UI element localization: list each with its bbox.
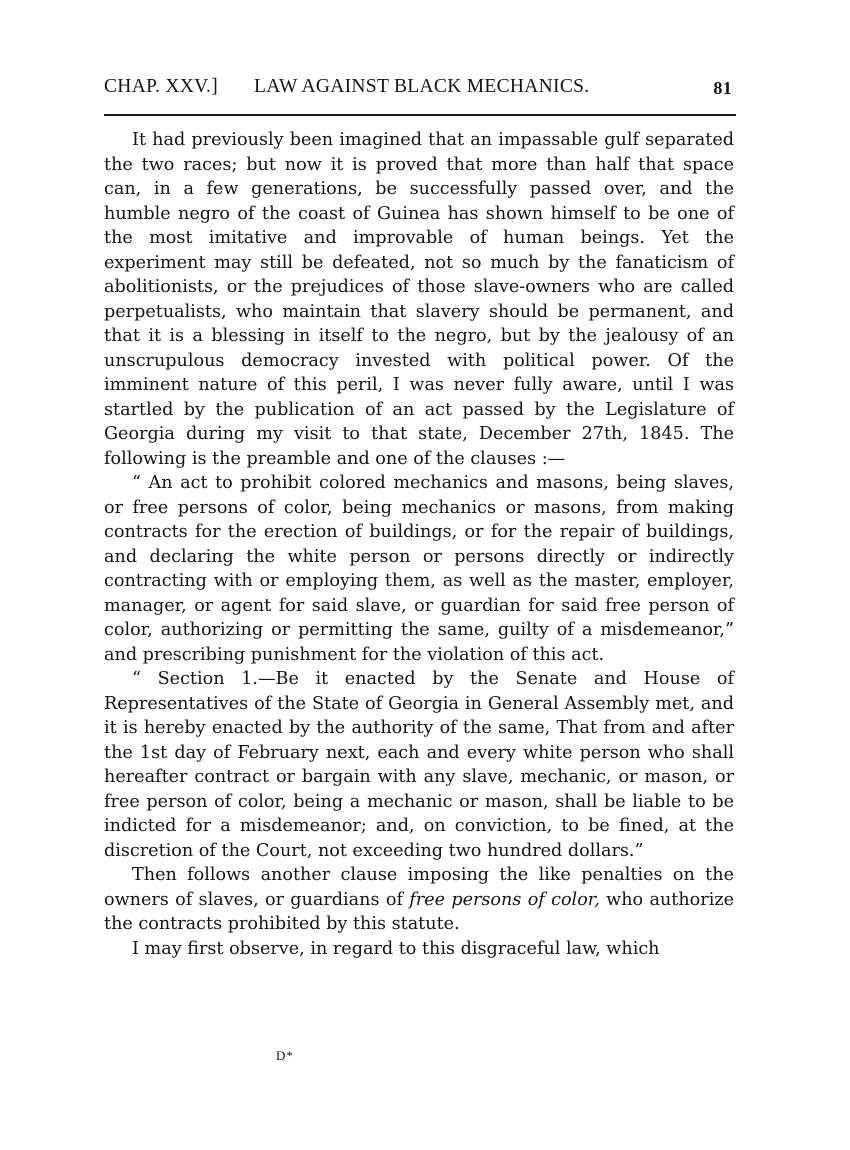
page-number: 81 [713,78,732,98]
chapter-reference: CHAP. XXV.] [104,76,219,97]
running-title: LAW AGAINST BLACK MECHANICS. [254,76,590,97]
paragraph-another-clause-start: Then follows another clause imposing the like penalties on the owners of slaves, or guardians of [104,865,734,910]
running-head [104,68,734,98]
italic-phrase: free persons of color, [409,889,600,910]
paragraph-section-one: “ Section 1.—Be it enacted by the Senate and House of Representatives of the State of Georgia in General Assembly met, and it is hereby enacted by the authority of the same, That from and after the 1st day of February next, each and every white person who shall hereafter contract or bargain with any slave, mechanic, or mason, or free person of color, being a mechanic or mason, shall be liable to be indicted for a misdemeanor; and, on conviction, to be fined, at the discretion of the Court, not exceeding two hundred dollars.” [104,669,734,861]
paragraph-gulf-between-races: It had previously been imagined that an impassable gulf separated the two races; but now it is proved that more than half that space can, in a few generations, be successfully passed over, and the humble negro of the coast of Guinea has shown himself to be one of the most imitative and improvable of human beings. Yet the experiment may still be defeated, not so much by the fanaticism of abolitionists, or the prejudices of those slave-owners who are called perpetualists, who maintain that slavery should be permanent, and that it is a blessing in itself to the negro, but by the jealousy of an unscrupulous democracy invested with political power. Of the imminent nature of this peril, I was never fully aware, until I was startled by the publication of an act passed by the Legislature of Georgia during my visit to that state, December 27th, 1845. The following is the preamble and one of the clauses :— [104,130,734,469]
paragraph-another-clause-end: who authorize the contracts prohibited by this statute. [104,889,734,934]
header-rule [104,114,736,116]
paragraph-another-clause [104,863,734,937]
signature-mark: D* [276,1048,294,1063]
paragraph-disgraceful-law: I may first observe, in regard to this disgraceful law, which [132,938,660,959]
paragraph-act-preamble: “ An act to prohibit colored mechanics and masons, being slaves, or free persons of color, being mechanics or masons, from making contracts for the erection of buildings, or for the repair of buildings, and declaring the white person or persons directly or indirectly contracting with or employing them, as well as the master, employer, manager, or agent for said slave, or guardian for said free person of color, authorizing or permitting the same, guilty of a misdemeanor,” and prescribing punishment for the violation of this act. [104,473,734,665]
book-page [104,68,734,959]
body-text [104,128,734,961]
